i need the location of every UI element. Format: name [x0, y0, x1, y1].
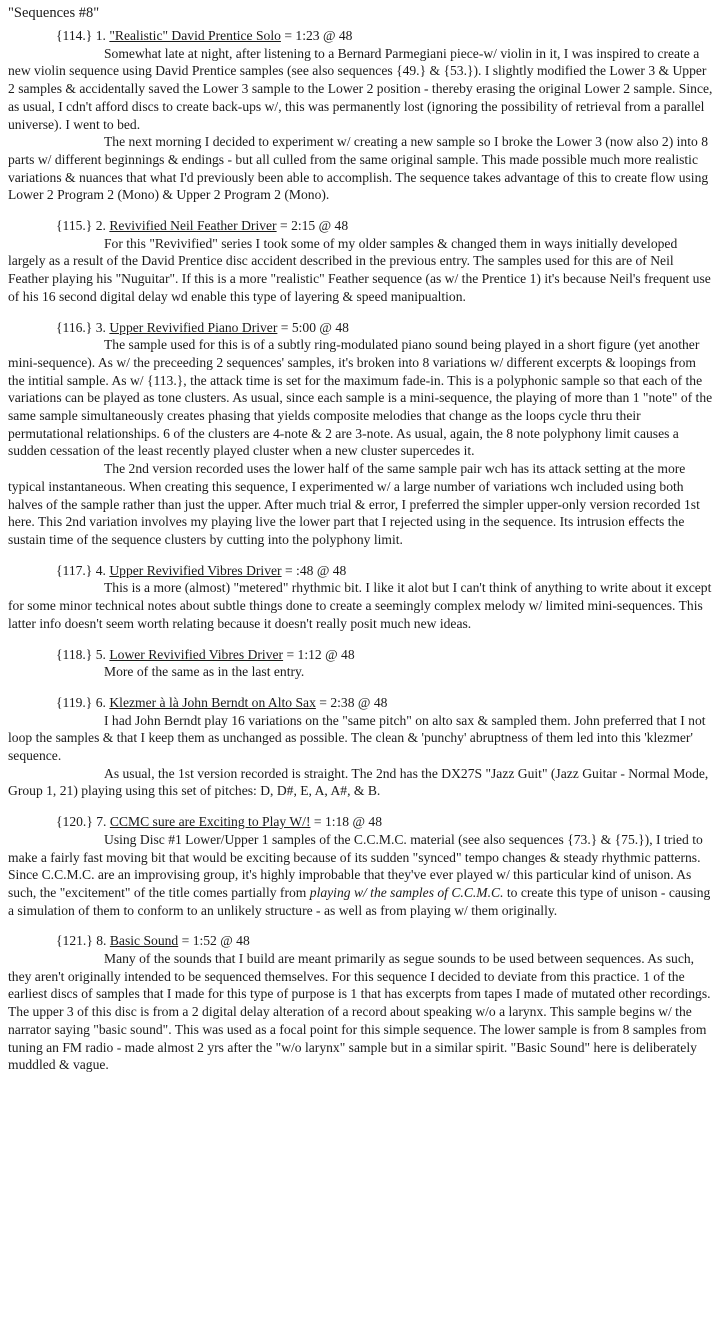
entry-heading	[8, 562, 714, 580]
entry-117	[8, 562, 714, 633]
paragraph-text: Using Disc #1 Lower/Upper 1 samples of the C.C.M.C. material (see also sequences {73.} & {75.}), I tried to make a fairly fast moving bit that would be exciting because of its sudden "synced" tempo changes & steady rhythmic patterns. Since C.C.M.C. are an improvising group, it's highly improbable that they've ever played w/ this particular kind of unison. As such, the "excitement" of the title comes partially from	[8, 831, 703, 900]
entry-timing: = 1:18 @ 48	[313, 814, 383, 830]
entry-index: 8.	[96, 933, 107, 949]
entry-115	[8, 217, 714, 306]
entry-paragraph: The next morning I decided to experiment w/ creating a new sample so I broke the Lower 3 (now also 2) into 8 parts w/ different beginnings & endings - but all culled from the same original sample. This made possible much more realistic variations & nuances that what I'd previously been able to accomplish. The sequence takes advantage of this to create flow using Lower 2 Program 2 (Mono) & Upper 2 Program 2 (Mono).	[8, 134, 709, 203]
entry-index: 5.	[95, 646, 106, 662]
entry-heading	[8, 27, 714, 45]
entry-paragraph: Many of the sounds that I build are meant primarily as segue sounds to be used between sequences. As such, they aren't originally intended to be sequenced themselves. For this sequence I decided to deviate from this practice. 1 of the earliest discs of samples that I made for this type of purpose is 1 that has excerpts from tapes I made of mutated other recordings. The upper 3 of this disc is from a 2 digital delay alteration of a record about speaking w/o a larynx. This sample begins w/ the narrator saying "basic sound". This was used as a focal point for this simple sequence. The lower sample is from 8 samples from tuning an FM radio - made almost 2 yrs after the "w/o larynx" sample but in a similar spirit. "Basic Sound" here is deliberately muddled & vague.	[8, 951, 711, 1073]
entry-number: {117.}	[56, 562, 93, 578]
entry-timing: = 1:52 @ 48	[181, 933, 250, 949]
entry-paragraph: The sample used for this is of a subtly ring-modulated piano sound being played in a short figure (yet another mini-sequence). As w/ the preceeding 2 sequences' samples, it's broken into 8 variations w/ different excerpts & loopings from the intitial sample. As w/ {113.}, the attack time is set for the maximum fade-in. This is a polyphonic sample so that each of the variations can be played as tone clusters. As usual, since each sample is a mini-sequence, the playing of more than 1 "note" of the same sample simultaneously creates phasing that yields composite melodies that change as the loops cycle thru their permutational relationships. 6 of the clusters are 4-note & 2 are 3-note. As usual, again, the 8 note polyphony limit causes a sudden cessation of the least recently played cluster when a new cluster supercedes it.	[8, 337, 713, 459]
entry-number: {118.}	[56, 646, 93, 662]
entry-heading	[8, 646, 714, 664]
entry-index: 7.	[96, 814, 107, 830]
entry-title: Revivified Neil Feather Driver	[109, 218, 277, 234]
entry-paragraph: As usual, the 1st version recorded is straight. The 2nd has the DX27S "Jazz Guit" (Jazz Guitar - Normal Mode, Group 1, 21) playing using this set of pitches: D, D#, E, A, A#, & B.	[8, 765, 709, 799]
entry-121	[8, 932, 714, 1074]
entry-number: {114.}	[56, 28, 93, 43]
entry-timing: = 2:38 @ 48	[319, 694, 388, 710]
entry-title: Basic Sound	[109, 933, 179, 949]
entry-paragraph: More of the same as in the last entry.	[104, 664, 305, 680]
entry-heading	[8, 813, 714, 831]
entry-index: 6.	[95, 694, 106, 710]
page-title: "Sequences #8"	[8, 5, 100, 21]
entry-timing: = 1:23 @ 48	[284, 28, 353, 43]
entry-paragraph: For this "Revivified" series I took some of my older samples & changed them in ways initially developed largely as a result of the David Prentice disc accident described in the previous entry. The samples used for this are of Neil Feather playing his "Nuguitar". If this is a more "realistic" Feather sequence (as w/ the Prentice 1) it's because Neil's frequent use of his 16 second digital delay wd enable this type of layering & speed manipualtion.	[8, 235, 711, 304]
entry-number: {115.}	[56, 218, 93, 234]
entry-paragraph: This is a more (almost) "metered" rhythmic bit. I like it alot but I can't think of anything to write about it except for some minor technical notes about subtle things done to create a seemingly complex melody w/ limited mini-sequences. This latter info doesn't seem worth relating because it doesn't really posit much new ideas.	[8, 580, 712, 631]
entry-title: Klezmer à là John Berndt on Alto Sax	[109, 694, 316, 710]
entry-index: 2.	[95, 218, 106, 234]
entry-timing: = 1:12 @ 48	[286, 646, 355, 662]
entry-title: CCMC sure are Exciting to Play W/!	[109, 814, 311, 830]
italic-emphasis: playing w/ the samples of C.C.M.C.	[309, 884, 504, 900]
entry-paragraph: The 2nd version recorded uses the lower half of the same sample pair wch has its attack setting at the more typical instantaneous. When creating this sequence, I experimented w/ a large number of variations wch included using both halves of the sample rather than just the upper. After much trial & error, I preferred the simpler upper-only version recorded 1st here. This 2nd variation involves my playing live the lower part that I rejected using in the sequence. Its intrusion effects the sustain time of the sequence clusters by cutting into the polyphony limit.	[8, 461, 700, 547]
entry-title: Lower Revivified Vibres Driver	[109, 646, 284, 662]
entry-paragraph: Somewhat late at night, after listening to a Bernard Parmegiani piece-w/ violin in it, I was inspired to create a new violin sequence using David Prentice samples (see also sequences {49.} & {53.}). I slightly modified the Lower 3 & Upper 2 samples & accidentally saved the Lower 3 sample to the Lower 2 position - thereby erasing the original Lower 2 sample. Since, as usual, I cdn't afford discs to create back-ups w/, this was permanently lost (ignoring the possibility of retrieval from a parallel universe). I went to bed.	[8, 45, 713, 132]
entry-timing: = 2:15 @ 48	[280, 218, 349, 234]
entry-paragraph	[8, 831, 714, 920]
entry-timing: = :48 @ 48	[284, 562, 347, 578]
entry-number: {116.}	[56, 319, 93, 335]
entry-118	[8, 646, 714, 681]
entry-heading	[8, 217, 714, 235]
entry-119	[8, 694, 714, 800]
entry-number: {119.}	[56, 694, 93, 710]
entry-index: 4.	[95, 562, 106, 578]
entry-120	[8, 813, 714, 919]
entry-116	[8, 319, 714, 549]
entry-index: 3.	[95, 319, 106, 335]
entry-114	[8, 27, 714, 204]
entry-number: {121.}	[56, 933, 93, 949]
entry-timing: = 5:00 @ 48	[280, 319, 349, 335]
entry-number: {120.}	[56, 814, 93, 830]
entry-heading	[8, 694, 714, 712]
entry-index: 1.	[95, 28, 106, 43]
entry-title: Upper Revivified Vibres Driver	[109, 562, 282, 578]
entry-heading	[8, 319, 714, 337]
paragraph-text: to create this type of unison - causing a simulation of them to conform to an unlikely structure - as well as from playing w/ them originally.	[8, 884, 711, 918]
entry-title: Upper Revivified Piano Driver	[109, 319, 278, 335]
entry-paragraph: I had John Berndt play 16 variations on the "same pitch" on alto sax & sampled them. John preferred that I not loop the samples & that I keep them as unchanged as possible. The clean & 'punchy' abruptness of them led into this 'klezmer' sequence.	[8, 712, 706, 764]
entry-heading	[8, 932, 714, 950]
entry-title: "Realistic" David Prentice Solo	[109, 28, 281, 43]
